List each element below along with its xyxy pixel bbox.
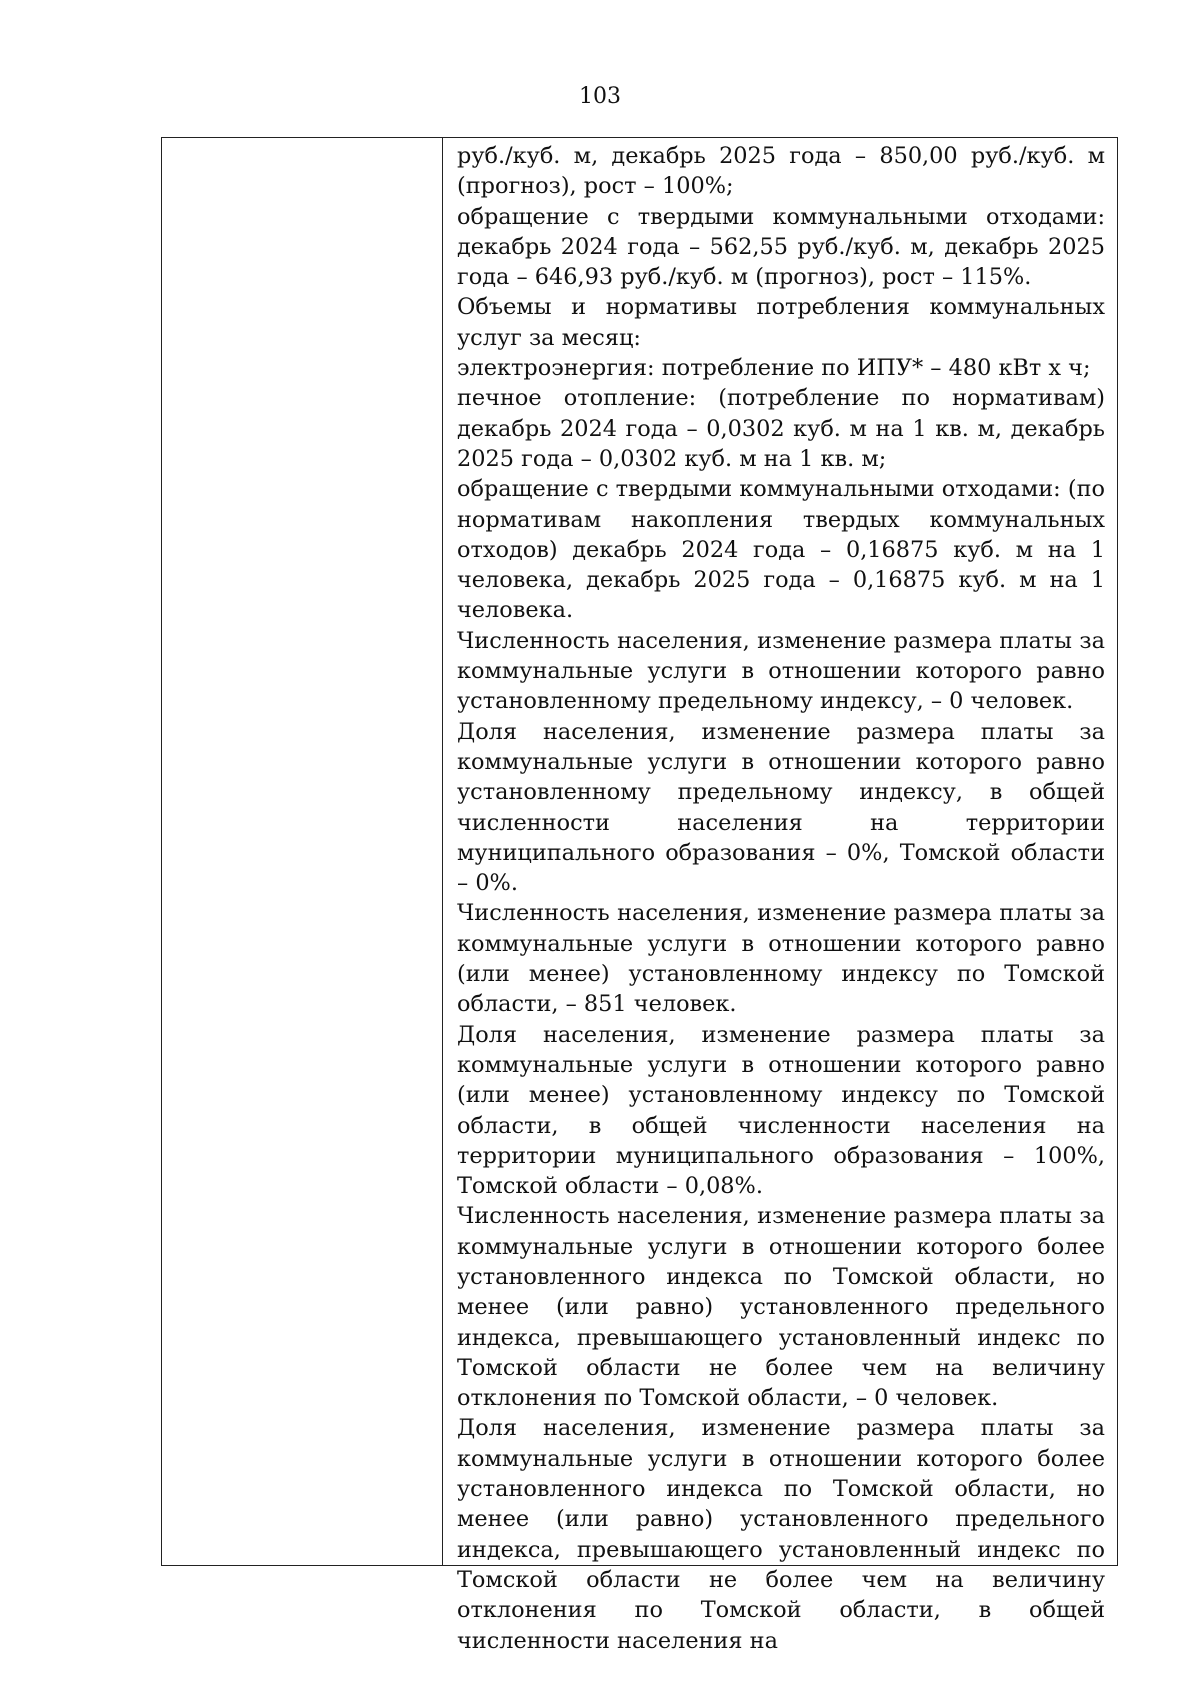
- page-number: 103: [579, 84, 621, 109]
- paragraph-tariff-heat: руб./куб. м, декабрь 2025 года – 850,00 руб./куб. м (прогноз), рост – 100%;: [457, 143, 1105, 200]
- paragraph-population-above-index: Численность населения, изменение размера платы за коммунальные услуги в отношении которого более установленного индекса по Томской области, но менее (или равно) установленного предельного индекса, превышающего установленный индекс по Томской области не более чем на величину отклонения по Томской области, – 0 человек.: [457, 1203, 1105, 1412]
- paragraph-share-equal-limit: Доля населения, изменение размера платы за коммунальные услуги в отношении которого равно установленному предельному индексу, в общей численности населения на территории муниципального образования – 0%, Томской области – 0%.: [457, 718, 1105, 897]
- paragraph-tariff-waste: обращение с твердыми коммунальными отходами: декабрь 2024 года – 562,55 руб./куб. м, декабрь 2025 года – 646,93 руб./куб. м (прогноз), рост – 115%.: [457, 203, 1105, 291]
- paragraph-population-equal-limit: Численность населения, изменение размера платы за коммунальные услуги в отношении которого равно установленному предельному индексу, – 0 человек.: [457, 627, 1105, 715]
- document-table: [161, 137, 1118, 1654]
- table-right-cell: [445, 138, 1117, 1654]
- paragraph-volumes-heading: Объемы и нормативы потребления коммунальных услуг за месяц:: [457, 294, 1105, 351]
- paragraph-population-below-index: Численность населения, изменение размера платы за коммунальные услуги в отношении которого равно (или менее) установленному индексу по Томской области, – 851 человек.: [457, 900, 1105, 1018]
- paragraph-waste-norms: обращение с твердыми коммунальными отходами: (по нормативам накопления твердых коммунальных отходов) декабрь 2024 года – 0,16875 куб. м на 1 человека, декабрь 2025 года – 0,16875 куб. м на 1 человека.: [457, 476, 1105, 624]
- paragraph-stove-heating: печное отопление: (потребление по нормативам) декабрь 2024 года – 0,0302 куб. м на 1 кв. м, декабрь 2025 года – 0,0302 куб. м на 1 кв. м;: [457, 385, 1105, 472]
- paragraph-electricity: электроэнергия: потребление по ИПУ* – 480 кВт х ч;: [457, 355, 1091, 382]
- paragraph-share-below-index: Доля населения, изменение размера платы за коммунальные услуги в отношении которого равно (или менее) установленному индексу по Томской области, в общей численности населения на территории муниципального образования – 100%, Томской области – 0,08%.: [457, 1021, 1105, 1200]
- paragraph-share-above-index: Доля населения, изменение размера платы за коммунальные услуги в отношении которого более установленного индекса по Томской области, но менее (или равно) установленного предельного индекса, превышающего установленный индекс по Томской области не более чем на величину отклонения по Томской области, в общей численности населения на: [457, 1415, 1105, 1654]
- table-left-cell: [162, 138, 443, 1565]
